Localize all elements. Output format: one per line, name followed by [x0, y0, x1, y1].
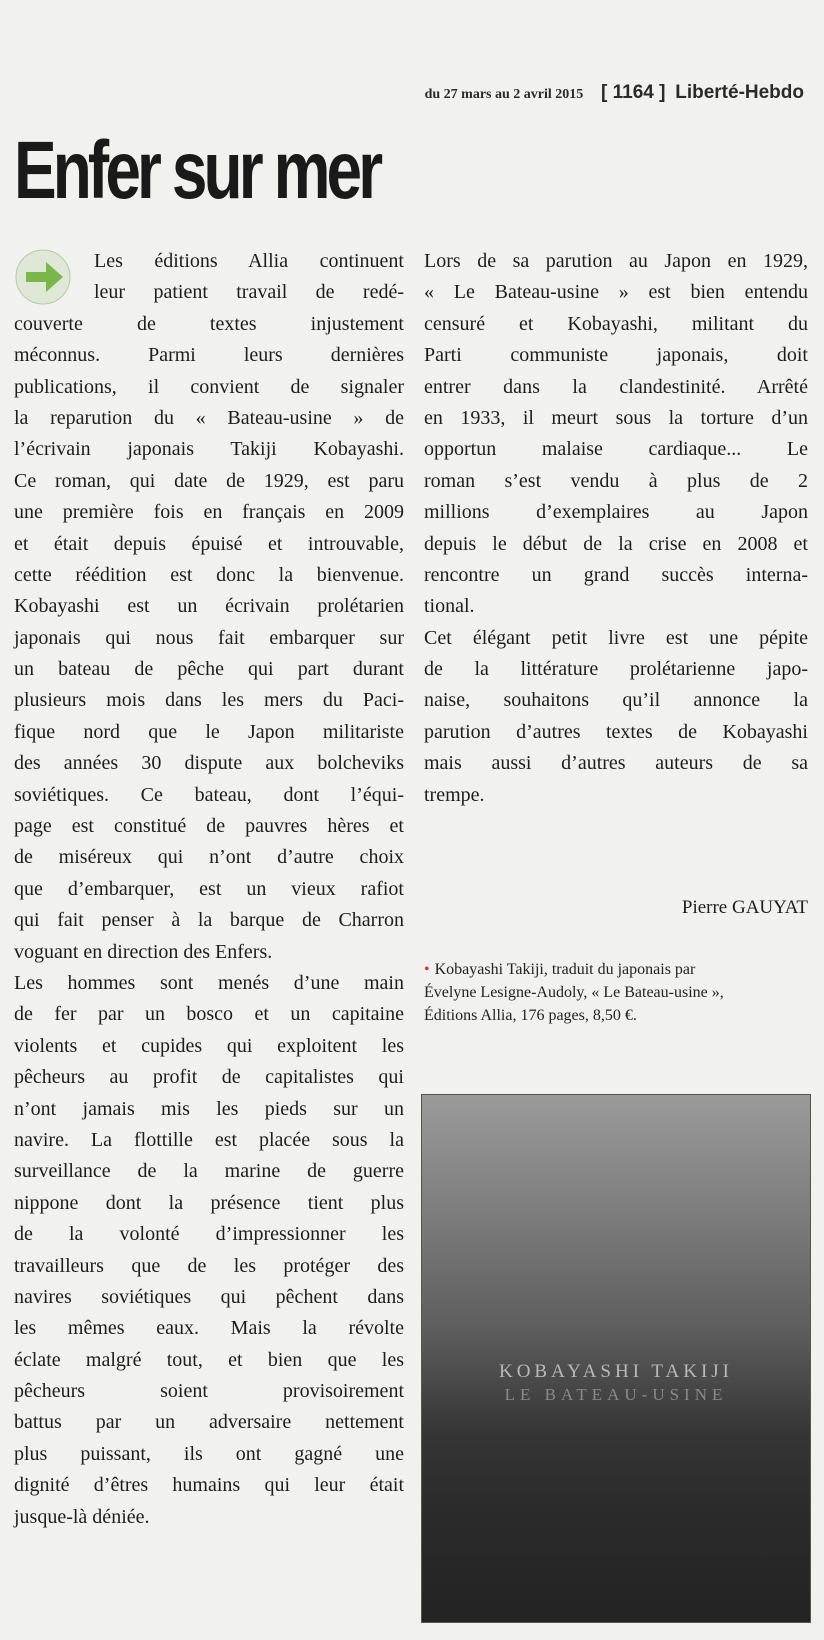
text-line: travailleurs que de les protéger des [14, 1254, 404, 1277]
text-line: Les hommes sont menés d’une main [14, 971, 404, 994]
text-line: cette réédition est donc la bienvenue. [14, 563, 404, 586]
text-line: qui fait penser à la barque de Charron [14, 909, 404, 932]
text-line: couverte de textes injustement [14, 312, 404, 335]
author-signature: Pierre GAUYAT [681, 897, 808, 918]
text-line: de la volonté d’impressionner les [14, 1223, 404, 1246]
text-line: battus par un adversaire nettement [14, 1411, 404, 1434]
credits-bullet: • [424, 961, 430, 978]
text-line: pêcheurs au profit de capitalistes qui [14, 1066, 404, 1089]
text-line: en 1933, il meurt sous la torture d’un [424, 406, 808, 429]
text-line: de miséreux qui n’ont d’autre choix [14, 846, 404, 869]
text-line: fique nord que le Japon militariste [14, 720, 404, 743]
text-line: publications, il convient de signaler [14, 375, 404, 398]
text-line: les mêmes eaux. Mais la révolte [14, 1317, 404, 1340]
text-line: plusieurs mois dans les mers du Paci- [14, 689, 404, 712]
book-cover-image [421, 1094, 811, 1623]
text-line: rencontre un grand succès interna- [424, 563, 808, 586]
text-line: « Le Bateau-usine » est bien entendu [424, 281, 808, 304]
page-header [425, 82, 804, 104]
text-line: plus puissant, ils ont gagné une [14, 1442, 404, 1465]
text-line: soviétiques. Ce bateau, dont l’équi- [14, 783, 404, 806]
text-line: pêcheurs soient provisoirement [14, 1380, 404, 1403]
text-line: parution d’autres textes de Kobayashi [424, 720, 808, 743]
text-line: mais aussi d’autres auteurs de sa [424, 752, 808, 775]
text-line: leur patient travail de redé- [94, 281, 404, 304]
article-title: Enfer sur mer [14, 125, 380, 216]
text-line: une première fois en français en 2009 [14, 501, 404, 524]
text-line: de la littérature prolétarienne japo- [424, 658, 808, 681]
text-line: méconnus. Parmi leurs dernières [14, 344, 404, 367]
text-line: tional. [424, 595, 475, 618]
text-line: un bateau de pêche qui part durant [14, 658, 404, 681]
text-line: navire. La flottille est placée sous la [14, 1128, 404, 1151]
text-line: éclate malgré tout, et bien que les [14, 1348, 404, 1371]
text-line: jusque-là déniée. [14, 1505, 150, 1528]
text-line: Kobayashi est un écrivain prolétarien [14, 595, 404, 618]
book-cover-title: LE BATEAU-USINE [504, 1385, 728, 1404]
text-line: surveillance de la marine de guerre [14, 1160, 404, 1183]
text-line: navires soviétiques qui pêchent dans [14, 1285, 404, 1308]
text-line: Les éditions Allia continuent [94, 250, 404, 272]
text-line: la reparution du « Bateau-usine » de [14, 406, 404, 429]
text-line: voguant en direction des Enfers. [14, 940, 273, 963]
text-line: censuré et Kobayashi, militant du [424, 312, 808, 335]
text-line: Cet élégant petit livre est une pépite [424, 626, 808, 649]
text-line: violents et cupides qui exploitent les [14, 1034, 404, 1057]
text-line: depuis le début de la crise en 2008 et [424, 532, 808, 555]
credits-line: Évelyne Lesigne-Audoly, « Le Bateau-usine », [424, 984, 724, 1001]
book-cover-author: KOBAYASHI TAKIJI [498, 1361, 734, 1382]
book-credits [424, 958, 808, 1027]
text-line: naise, souhaitons qu’il annonce la [424, 689, 808, 712]
text-line: Parti communiste japonais, doit [424, 344, 808, 367]
text-line: japonais qui nous fait embarquer sur [14, 626, 404, 649]
text-line: l’écrivain japonais Takiji Kobayashi. [14, 438, 404, 461]
text-line: millions d’exemplaires au Japon [424, 501, 808, 524]
text-line: dignité d’êtres humains qui leur était [14, 1474, 404, 1497]
text-line: page est constitué de pauvres hères et [14, 815, 404, 838]
article-column-1 [14, 246, 404, 1533]
text-line: opportun malaise cardiaque... Le [424, 438, 808, 461]
text-line: et était depuis épuisé et introuvable, [14, 532, 404, 555]
newspaper-name: Liberté-Hebdo [675, 82, 804, 103]
issue-number: [ 1164 ] [601, 82, 666, 103]
arrow-right-icon [14, 248, 72, 306]
text-line: de fer par un bosco et un capitaine [14, 1003, 404, 1026]
credits-line: • Kobayashi Takiji, traduit du japonais par [424, 961, 696, 978]
credits-line: Éditions Allia, 176 pages, 8,50 €. [424, 1007, 637, 1024]
text-line: nippone dont la présence tient plus [14, 1191, 404, 1214]
text-line: Lors de sa parution au Japon en 1929, [424, 250, 808, 272]
text-line: Ce roman, qui date de 1929, est paru [14, 469, 404, 492]
text-line: trempe. [424, 783, 485, 806]
text-line: roman s’est vendu à plus de 2 [424, 469, 808, 492]
text-line: entrer dans la clandestinité. Arrêté [424, 375, 808, 398]
article-column-2 [424, 246, 808, 811]
text-line: des années 30 dispute aux bolcheviks [14, 752, 404, 775]
text-line: que d’embarquer, est un vieux rafiot [14, 877, 404, 900]
issue-dates: du 27 mars au 2 avril 2015 [424, 87, 584, 102]
text-line: n’ont jamais mis les pieds sur un [14, 1097, 404, 1120]
